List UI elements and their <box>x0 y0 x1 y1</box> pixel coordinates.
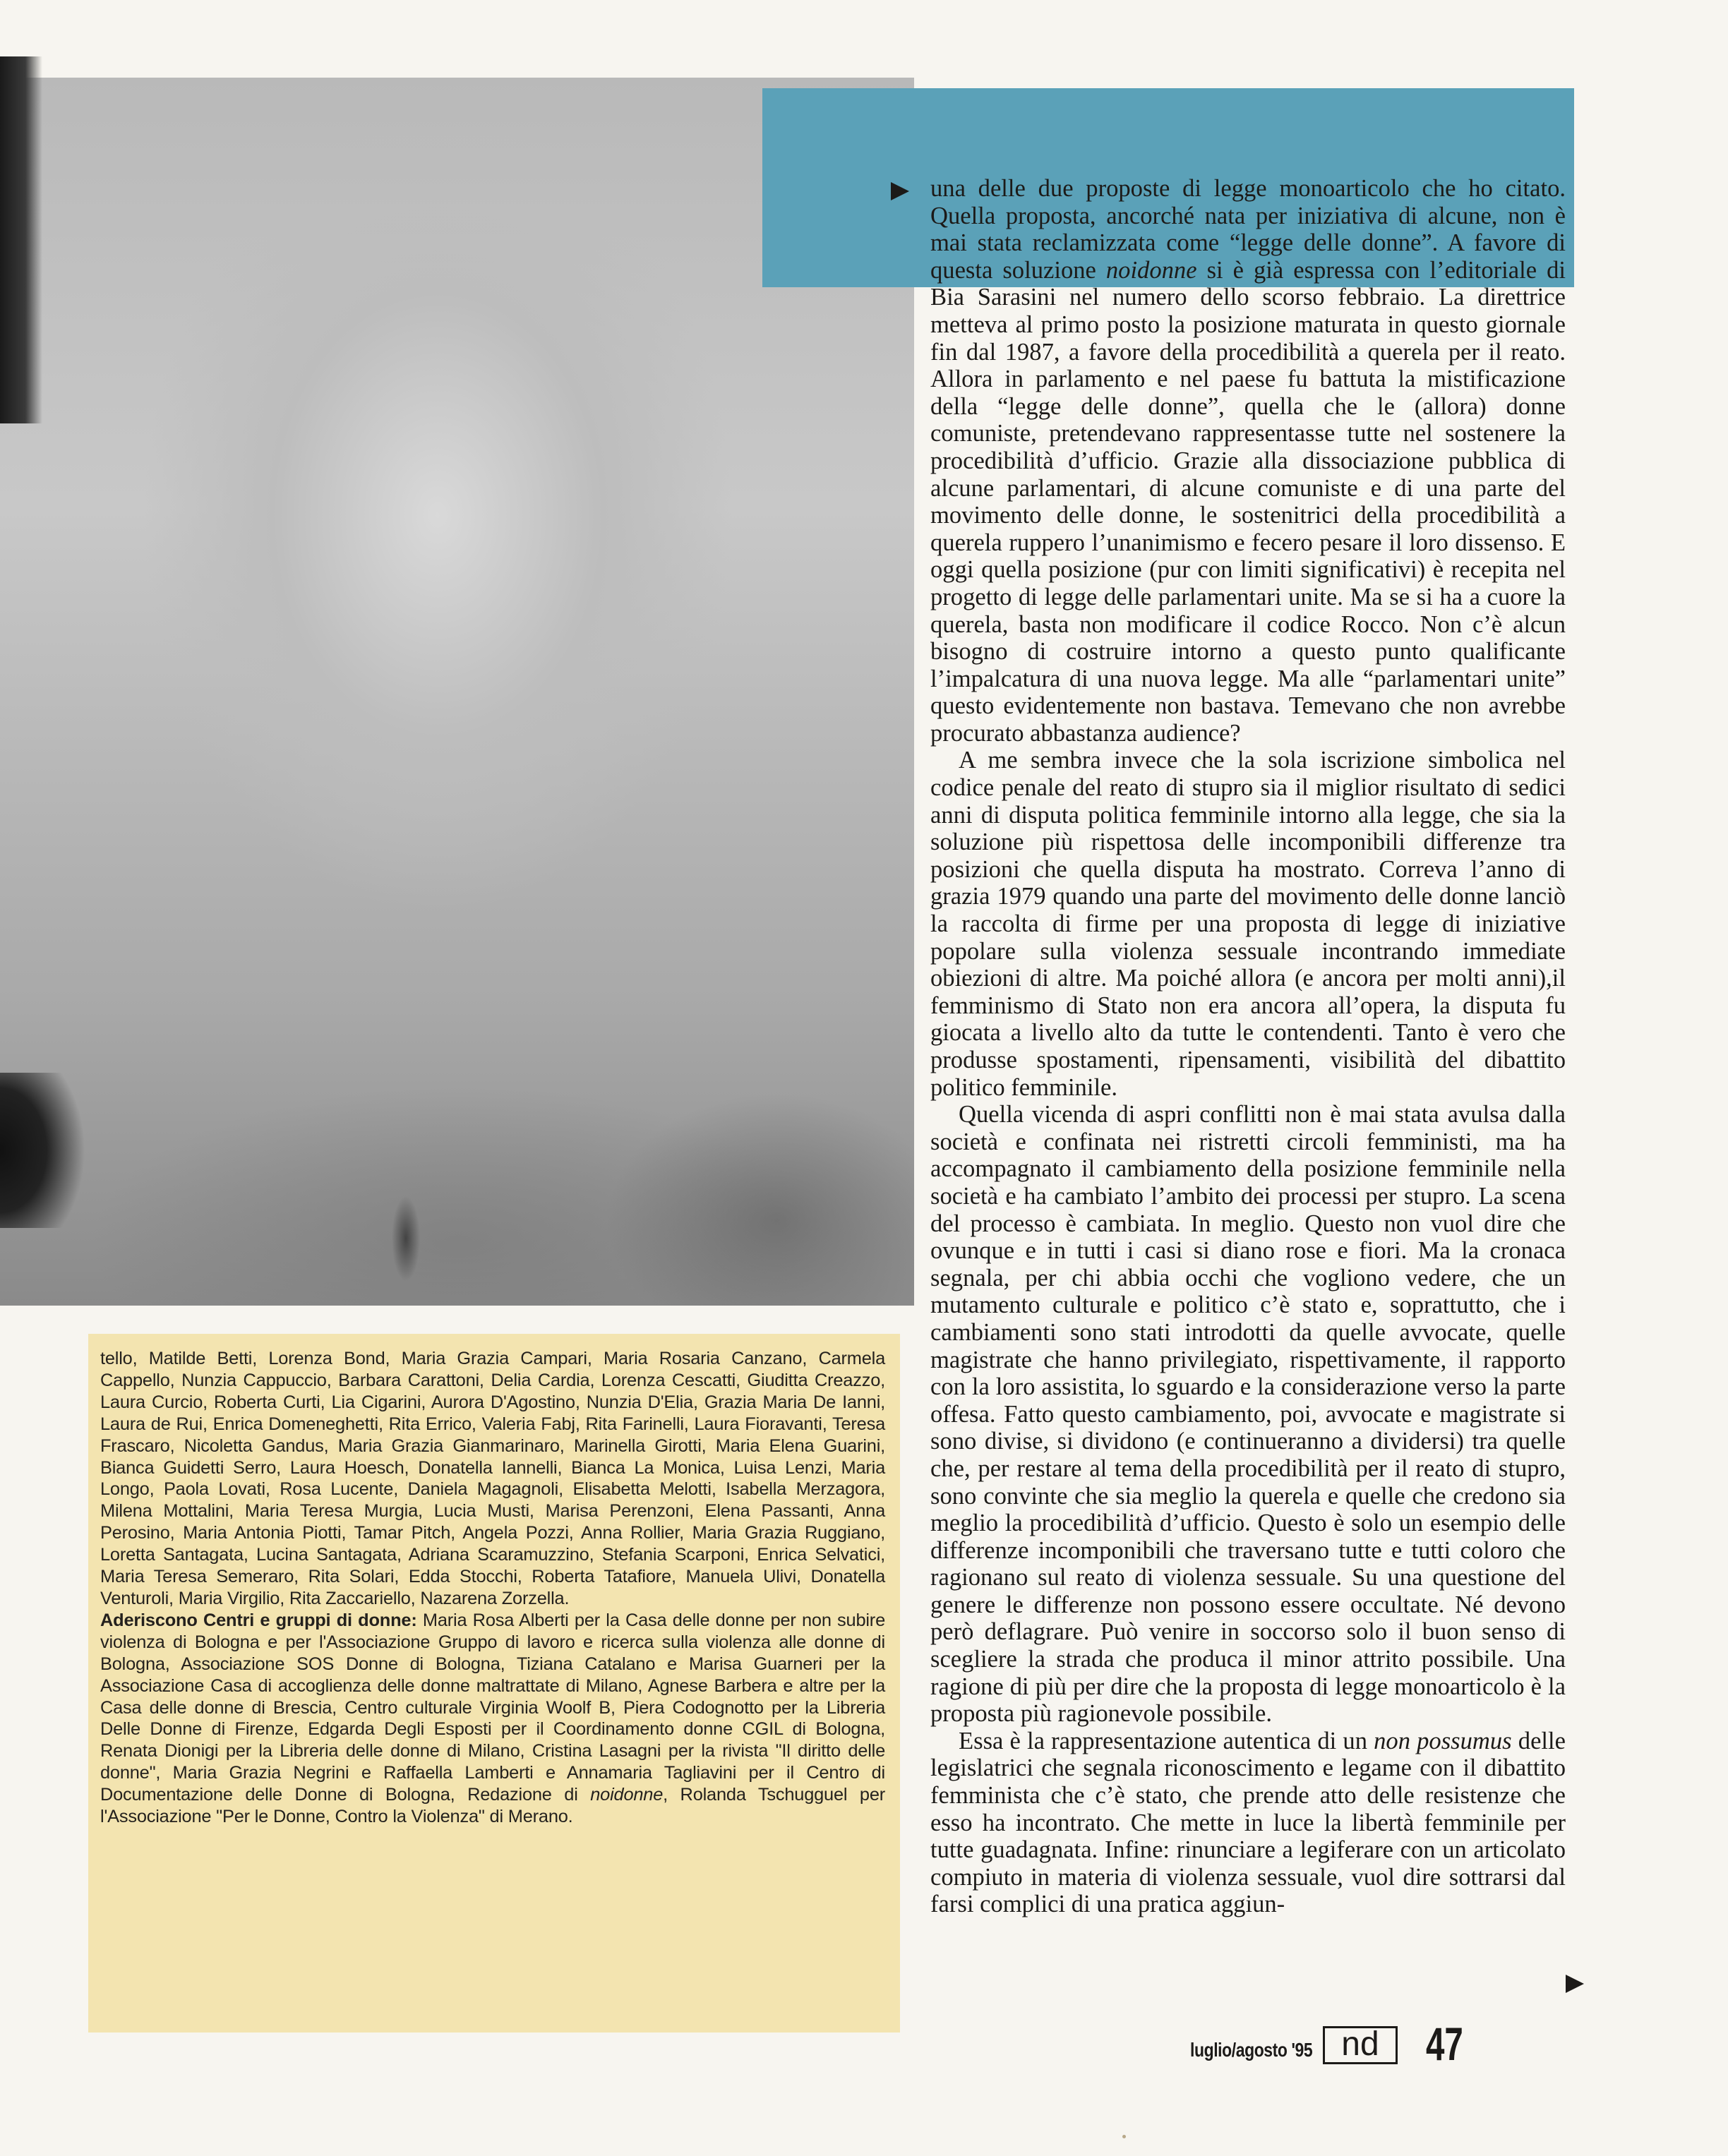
text-run: si è già espressa con l’editoriale di Bia Sarasini nel numero dello scorso febbraio. La direttrice metteva al primo posto la posizione maturata in questo giornale fin dal 1987, a favore della procedibilità a querela per il reato. Allora in parlamento e nel paese fu battuta la mistificazione della “legge delle donne”, quella che le (allora) donne comuniste, pretendevano rappresentasse tutte nel sostenere la procedibilità d’ufficio. Grazie alla dissociazione pubblica di alcune parlamentari, di alcune comuniste e di una parte del movimento delle donne, le sostenitrici della procedibilità a querela ruppero l’unanimismo e fecero pesare il loro dissenso. E oggi quella posizione (pur con limiti significativi) è recepita nel progetto di legge delle parlamentari unite. Ma se si ha a cuore la querela, basta non modificare il codice Rocco. Non c’è alcun bisogno di costruire intorno a questo punto qualificante l’impalcatura di una nuova legge. Ma alle “parlamentari unite” questo evidentemente non bastava. Temevano che non avrebbe procurato abbastanza audience? <box>930 256 1566 747</box>
page-footer <box>1190 2015 1487 2071</box>
photo-edge-shadow <box>0 56 42 423</box>
article-paragraph <box>930 747 1566 1101</box>
italic-text: noidonne <box>590 1785 664 1805</box>
signatories-names: tello, Matilde Betti, Lorenza Bond, Maria Grazia Campari, Maria Rosaria Canzano, Carmela Cappello, Nunzia Cappuccio, Barbara Carattoni, Delia Cardia, Lorenza Cescatti, Giuditta Creazzo, Laura Curcio, Roberta Curti, Lia Cigarini, Aurora D'Agostino, Nunzia D'Elia, Grazia Maria De Ianni, Laura de Rui, Enrica Domeneghetti, Rita Errico, Valeria Fabj, Rita Farinelli, Laura Fioravanti, Teresa Frascaro, Nicoletta Gandus, Maria Grazia Gianmarinaro, Marinella Girotti, Maria Elena Guarini, Bianca Guidetti Serro, Laura Hoesch, Donatella Iannelli, Bianca La Monica, Luisa Lenzi, Maria Longo, Paola Lovati, Rosa Lucente, Daniela Magagnoli, Elisabetta Melotti, Isabella Merzagora, Milena Mottalini, Maria Teresa Murgia, Lucia Musti, Marisa Perenzoni, Elena Passanti, Anna Perosino, Maria Antonia Piotti, Tamar Pitch, Angela Pozzi, Anna Rollier, Maria Grazia Ruggiano, Loretta Santagata, Lucina Santagata, Adriana Scaramuzzino, Stefania Scarponi, Enrica Selvatici, Maria Teresa Semeraro, Rita Solari, Edda Stocchi, Roberta Tatafiore, Manuela Ulivi, Donatella Venturoli, Maria Virgilio, Rita Zaccariello, Nazarena Zorzella. <box>100 1349 885 1608</box>
issue-date: luglio/agosto '95 <box>1190 2039 1313 2061</box>
print-speck <box>1122 2135 1126 2138</box>
italic-text: non possumus <box>1374 1727 1512 1754</box>
text-run: Quella vicenda di aspri conflitti non è mai stata avulsa dalla società e confinata nei ristretti circoli femministi, ma ha accompagnato il cambiamento della posizione femminile nella società e ha cambiato l’ambito dei processi per stupro. La scena del processo è cambiata. In meglio. Questo non vuol dire che ovunque e in tutti i casi si diano rose e fiori. Ma la cronaca segnala, per chi abbia occhi che vogliono vedere, che un mutamento culturale e politico c’è stato e, soprattutto, che i cambiamenti sono stati introdotti da quelle avvocate, quelle magistrate che hanno privilegiato, rispettivamente, il rapporto con la loro assistita, lo sguardo e la considerazione verso la parte offesa. Fatto questo cambiamento, poi, avvocate e magistrate si sono divise, si dividono (e continueranno a dividersi) tra quelle che, per restare al tema della procedibilità per il reato di stupro, sono convinte che sia meglio la querela e quelle che credono sia meglio la procedibilità d’ufficio. Questo è solo un esempio delle differenze incomponibili che traversano tutte e tutti coloro che ragionano sul reato di violenza sessuale. Su una questione del genere le differenze non possono essere occultate. Né devono però deflagrare. Può venire in soccorso solo il buon senso di scegliere la strada che produca il minor attrito possibile. Una ragione di più per dire che la proposta di legge monoarticolo è la proposta più ragionevole possibile. <box>930 1101 1566 1728</box>
photo-edge-shadow-bottom <box>0 1073 99 1228</box>
text-run: , Rolanda Tschuggue​l per l'Associazione "Per le Donne, Contro la Violenza" di Merano. <box>100 1785 885 1827</box>
text-run: Essa è la rappresentazione autentica di un <box>959 1727 1374 1754</box>
magazine-logo: nd <box>1323 2026 1398 2064</box>
article-paragraph <box>930 1728 1566 1918</box>
centers-list <box>100 1610 885 1826</box>
article-paragraph <box>930 1101 1566 1728</box>
text-run: una delle due proposte di legge monoarticolo che ho citato. Quella proposta, ancorché nata per iniziativa di alcune, non è mai stata reclamizzata come “legge delle donne”. A favore di questa soluzione <box>930 175 1566 284</box>
article-paragraph <box>930 175 1566 747</box>
page-number: 47 <box>1426 2018 1463 2070</box>
text-run: A me sembra invece che la sola iscrizione simbolica nel codice penale del reato di stupro sia il miglior risultato di sedici anni di disputa politica femminile intorno alla legge, che sia la soluzione più rispettosa delle incomponibili differenze tra posizioni che quella disputa ha mostrato. Correva l’anno di grazia 1979 quando una parte del movimento delle donne lanciò la raccolta di firme per una proposta di legge di iniziative popolare sulla violenza sessuale incontrando immediate obiezioni di altre. Ma poiché allora (e ancora per molti anni),il femminismo di Stato non era ancora all’opera, la disputa fu giocata a livello alto da tutte le contendenti. Tanto è vero che produsse spostamenti, ripensamenti, visibilità del dibattito politico femminile. <box>930 747 1566 1101</box>
continued-from-arrow-icon <box>891 182 909 200</box>
text-run: Maria Rosa Alberti per la Casa delle donne per non subire violenza di Bologna e per l'Associazione Gruppo di lavoro e ricerca sulla violenza alle donne di Bologna, Associazione SOS Donne di Bologna, Tiziana Catalano e Marisa Guarneri per la Associazione Casa di accoglienza delle donne maltrattate di Milano, Agnese Barbera e altre per la Casa delle donne di Brescia, Centro culturale Virginia Woolf B, Piera Codognotto per la Libreria Delle Donne di Firenze, Edgarda Degli Esposti per il Coordinamento donne CGIL di Bologna, Renata Dionigi per la Libreria delle donne di Milano, Cristina Lasagni per la rivista "Il diritto delle donne", Maria Grazia Negrini e Raffaella Lamberti e Annamaria Tagliavini per il Centro di Documentazione delle Donne di Bologna, Redazione di <box>100 1610 885 1805</box>
centers-heading: Aderiscono Centri e gruppi di donne: <box>100 1610 417 1630</box>
text-run: delle legislatrici che segnala riconoscimento e legame con il dibattito femminista che c’è stato, che prende atto delle resistenze che esso ha incontrato. Che mette in luce la libertà femminile per tutte guadagnata. Infine: rinunciare a legiferare con un articolato compiuto in materia di violenza sessuale, vuol dire sottrarsi dal farsi complici di una pratica aggiun- <box>930 1727 1566 1918</box>
signatories-list <box>100 1348 885 1828</box>
photo-detail <box>392 1193 420 1284</box>
article-body <box>930 175 1566 1918</box>
italic-text: noidonne <box>1105 256 1197 284</box>
continues-arrow-icon <box>1566 1975 1584 1993</box>
